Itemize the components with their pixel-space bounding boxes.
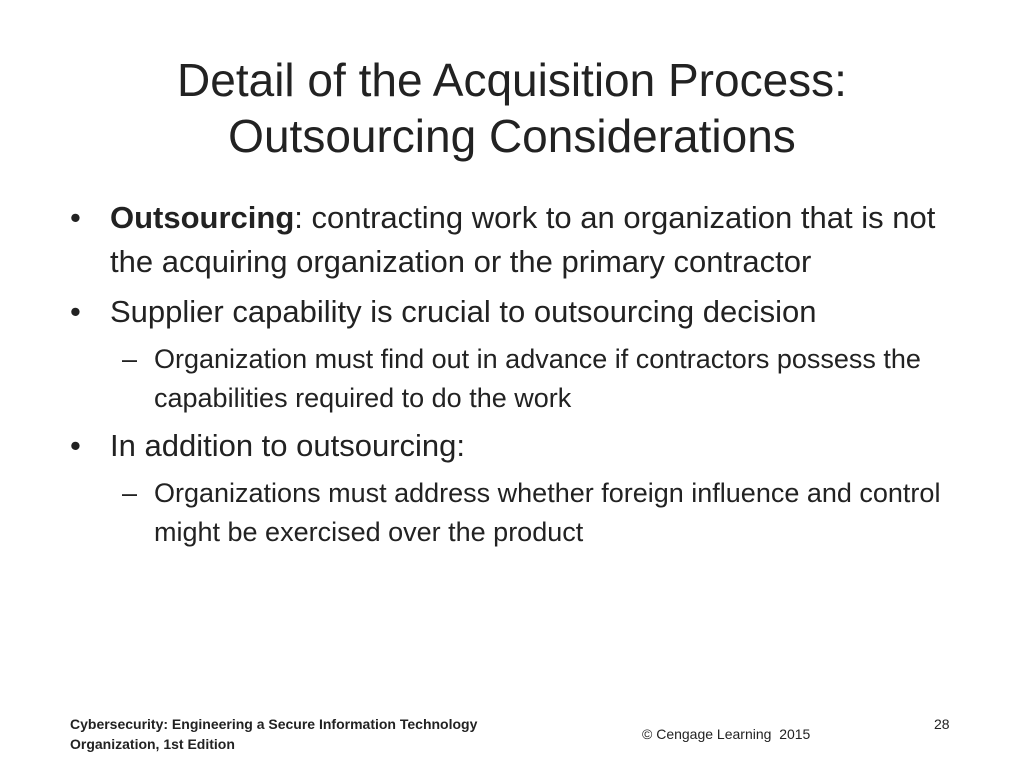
footer-copyright: © Cengage Learning 2015 (642, 726, 811, 742)
dash-icon: – (122, 478, 138, 508)
dash-icon: – (122, 344, 138, 374)
bullet-item-outsourcing (70, 196, 970, 284)
term-outsourcing: Outsourcing (110, 200, 295, 235)
slide-title (0, 52, 1024, 164)
sub-bullet-item-foreign-influence (70, 474, 970, 552)
bullet-item-supplier-capability (70, 290, 970, 334)
sub-bullet-text-foreign-influence: Organizations must address whether foreign influence and control might be exercised over the product (154, 478, 941, 547)
footer-book-title (70, 714, 477, 754)
footer-book-title-line-2: Organization, 1st Edition (70, 736, 235, 752)
bullet-icon: • (70, 428, 81, 463)
slide-title-line-2: Outsourcing Considerations (228, 110, 796, 162)
bullet-icon: • (70, 294, 81, 329)
bullet-text-definition: : contracting work to an organization that is not the acquiring organization or the primary contractor (110, 200, 936, 279)
bullet-text-in-addition: In addition to outsourcing: (110, 428, 466, 463)
bullet-text-supplier-capability: Supplier capability is crucial to outsourcing decision (110, 294, 817, 329)
bullet-list (70, 196, 970, 558)
page-number: 28 (934, 716, 950, 732)
footer-book-title-line-1: Cybersecurity: Engineering a Secure Information Technology (70, 716, 478, 732)
bullet-item-in-addition (70, 424, 970, 468)
bullet-icon: • (70, 200, 81, 235)
sub-bullet-item-advance-check (70, 340, 970, 418)
sub-bullet-text-advance-check: Organization must find out in advance if contractors possess the capabilities required to do the work (154, 344, 921, 413)
slide-title-line-1: Detail of the Acquisition Process: (177, 54, 847, 106)
